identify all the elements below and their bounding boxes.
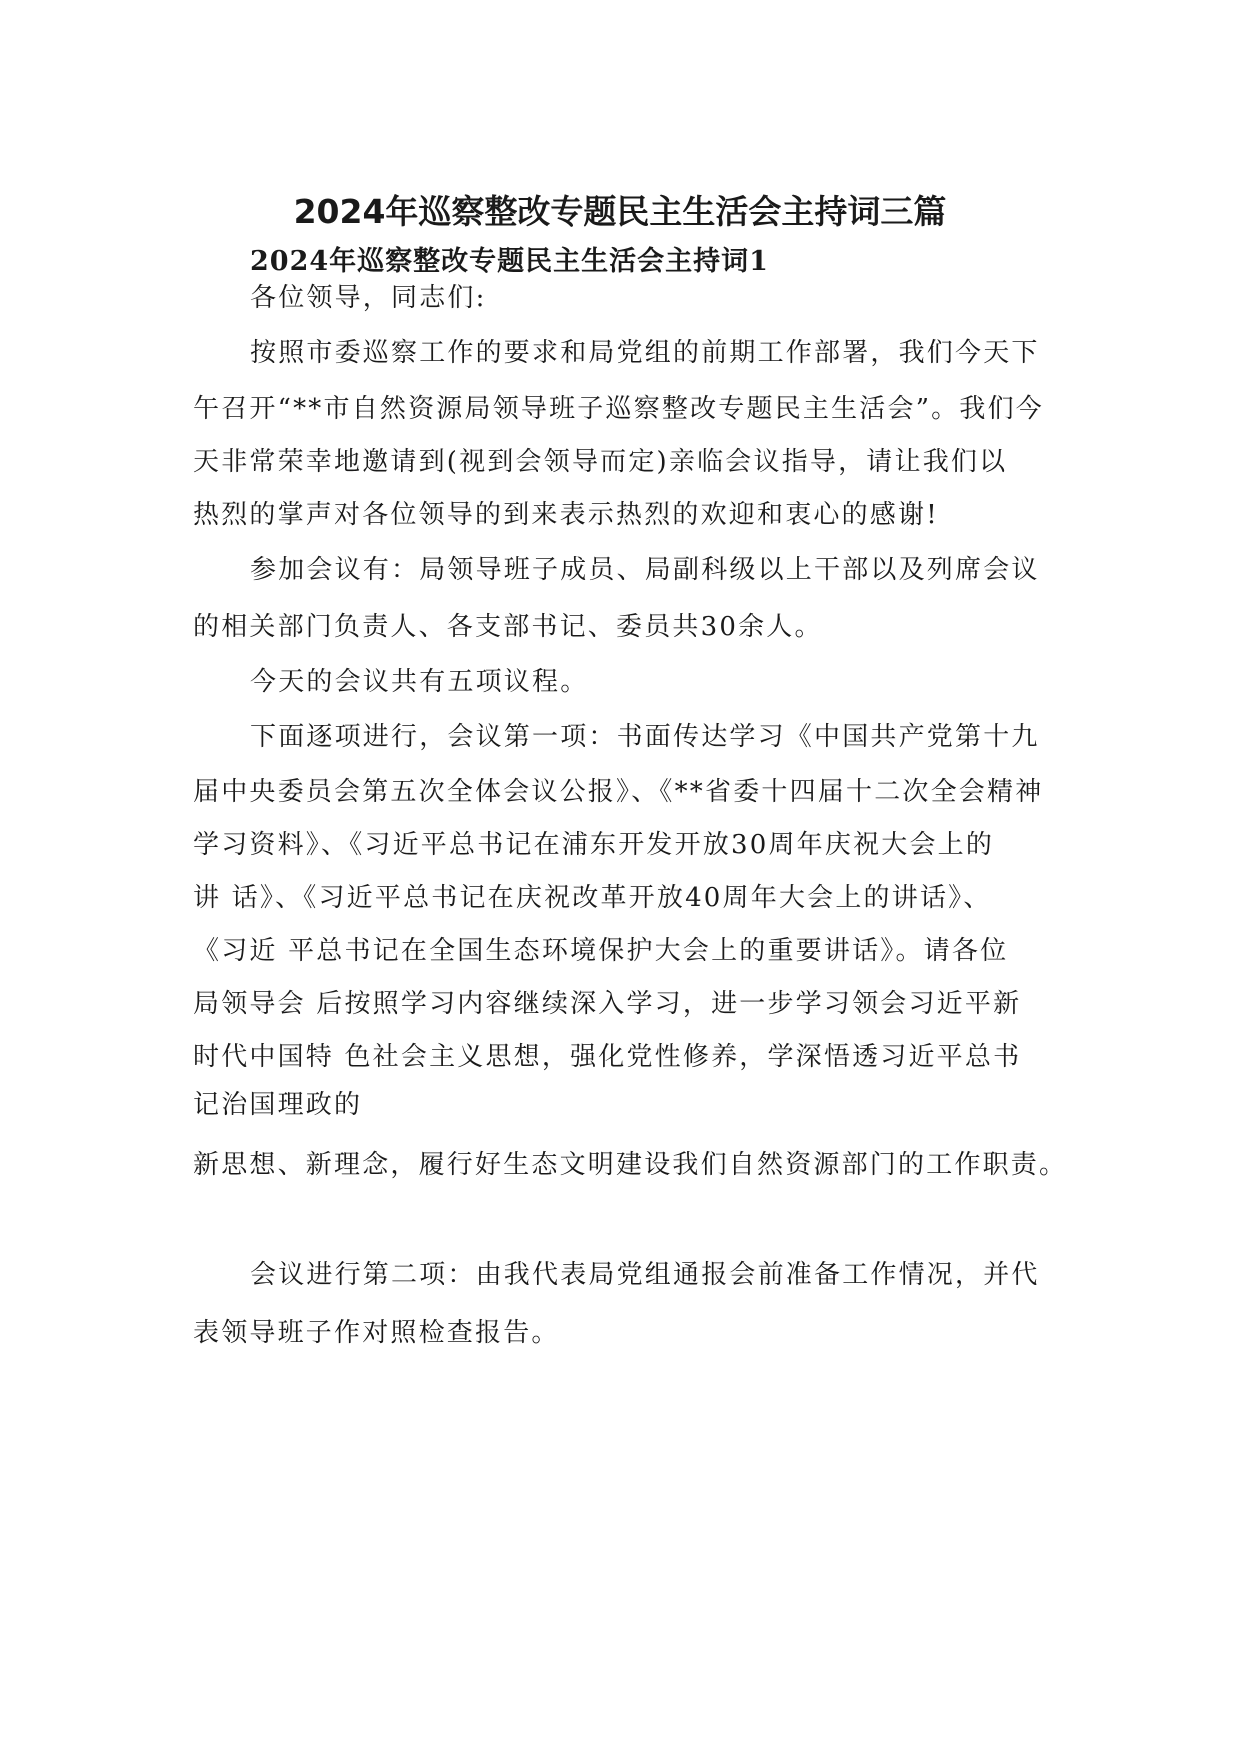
paragraph-line: 时代中国特 色社会主义思想，强化党性修养，学深悟透习近平总书 bbox=[193, 1042, 1022, 1072]
paragraph-line: 《习近 平总书记在全国生态环境保护大会上的重要讲话》。请各位 bbox=[193, 936, 1009, 966]
paragraph-line: 表领导班子作对照检查报告。 bbox=[193, 1318, 560, 1348]
paragraph-line: 会议进行第二项：由我代表局党组通报会前准备工作情况，并代 bbox=[250, 1260, 1040, 1290]
paragraph-line: 记治国理政的 bbox=[193, 1090, 363, 1120]
paragraph-line: 天非常荣幸地邀请到(视到会领导而定)亲临会议指导，请让我们以 bbox=[193, 447, 1008, 477]
paragraph-line: 午召开“**市自然资源局领导班子巡察整改专题民主生活会”。我们今 bbox=[193, 394, 1044, 424]
paragraph-line: 按照市委巡察工作的要求和局党组的前期工作部署，我们今天下 bbox=[250, 338, 1040, 368]
paragraph-line: 下面逐项进行，会议第一项：书面传达学习《中国共产党第十九 bbox=[250, 722, 1040, 752]
document-subtitle: 2024年巡察整改专题民主生活会主持词1 bbox=[250, 246, 769, 277]
paragraph-line: 的相关部门负责人、各支部书记、委员共30余人。 bbox=[193, 612, 823, 642]
paragraph-line: 届中央委员会第五次全体会议公报》、《**省委十四届十二次全会精神 bbox=[193, 777, 1044, 807]
paragraph-line: 局领导会 后按照学习内容继续深入学习，进一步学习领会习近平新 bbox=[193, 989, 1022, 1019]
document-title: 2024年巡察整改专题民主生活会主持词三篇 bbox=[293, 192, 947, 231]
paragraph-line: 新思想、新理念，履行好生态文明建设我们自然资源部门的工作职责。 bbox=[193, 1150, 1068, 1180]
paragraph-line: 今天的会议共有五项议程。 bbox=[250, 667, 589, 697]
paragraph-line: 参加会议有：局领导班子成员、局副科级以上干部以及列席会议 bbox=[250, 555, 1040, 585]
paragraph-line: 学习资料》、《习近平总书记在浦东开发开放30周年庆祝大会上的 bbox=[193, 830, 995, 860]
paragraph-line: 热烈的掌声对各位领导的到来表示热烈的欢迎和衷心的感谢! bbox=[193, 500, 939, 530]
paragraph-line: 讲 话》、《习近平总书记在庆祝改革开放40周年大会上的讲话》、 bbox=[193, 883, 992, 913]
salutation-line: 各位领导，同志们: bbox=[250, 283, 487, 313]
